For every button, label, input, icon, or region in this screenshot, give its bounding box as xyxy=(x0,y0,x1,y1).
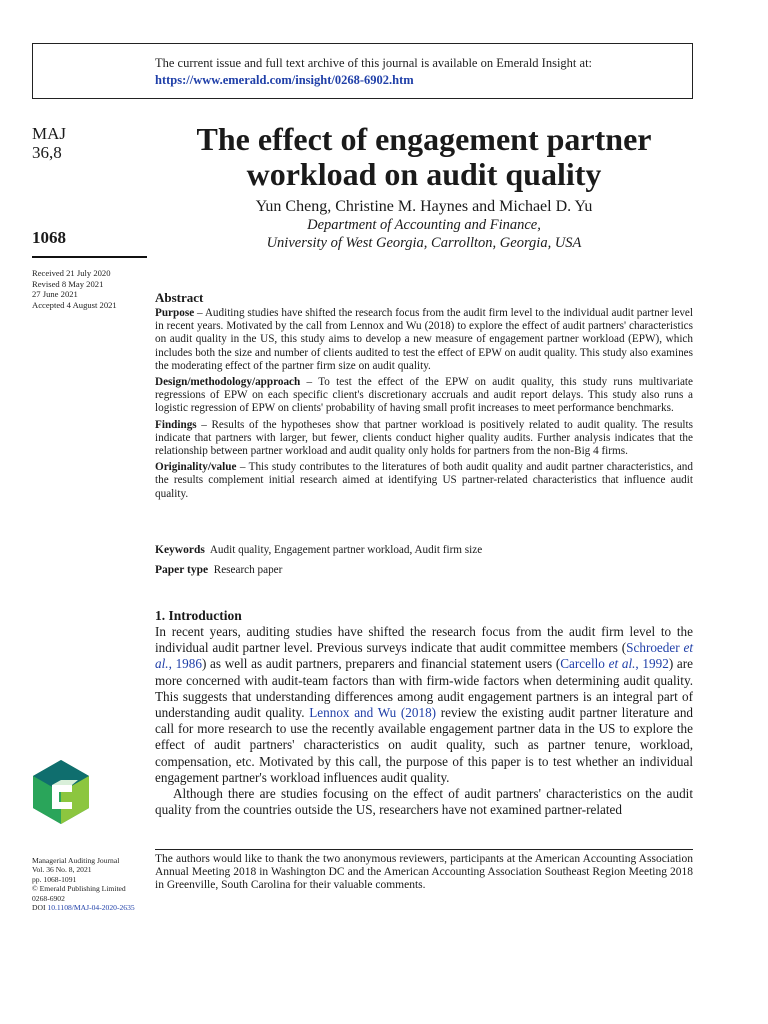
journal-name: Managerial Auditing Journal xyxy=(32,856,120,865)
footnote-rule xyxy=(155,849,693,850)
paragraph xyxy=(155,624,693,786)
abstract-text: – Auditing studies have shifted the research focus from the audit firm level to the individual audit partner level in recent years. Motivated by the call from Lennox and Wu (2018) to explore the effect of audit partners' characteristics on audit quality in the US, this study aims to develop a new measure of engagement partner workload (EPW), which includes both the size and number of clients audited to test the effect of EPW on audit quality. This study also examines the moderating effect of the partner firm size on audit quality. xyxy=(155,307,693,372)
copyright: © Emerald Publishing Limited xyxy=(32,884,126,894)
title-line: The effect of engagement partner xyxy=(196,121,652,157)
notice-text: The current issue and full text archive of this journal is available on Emerald Insight at: xyxy=(155,56,593,70)
structured-abstract xyxy=(155,307,693,504)
journal-access-notice xyxy=(32,43,693,99)
citation-author: Schroeder xyxy=(626,640,684,656)
abstract-text: – To test the effect of the EPW on audit quality, this study runs multivariate regressions of EPW on each specific client's discretionary accruals and audit report delays. This study also runs a logistic regression of EPW on clients' probability of having small profit increases to meet performance benchmarks. xyxy=(155,376,693,415)
doi-label: DOI xyxy=(32,903,46,913)
text-run: review the existing audit partner literature and call for more research to use the recently available engagement partner data in the US to explore the effect of audit partners' characteristics on audit quality, such as partner tenure, workload, compensation, etc. Motivated by this call, the purpose of this paper is to test whether an individual engagement partner's workload influences audit quality. xyxy=(155,705,694,785)
citation-etal: et al. xyxy=(155,640,693,672)
volume-issue: 36,8 xyxy=(32,143,62,162)
paper-type-label: Paper type xyxy=(155,564,209,576)
citation-link[interactable]: Lennox and Wu (2018) xyxy=(309,705,437,721)
doi-link[interactable]: 10.1108/MAJ-04-2020-2635 xyxy=(47,903,135,913)
abstract-label: Design/methodology/approach xyxy=(155,376,301,389)
keywords-label: Keywords xyxy=(155,544,205,556)
introduction-body xyxy=(155,624,693,818)
doi-line xyxy=(32,903,147,912)
text-run: In recent years, auditing studies have shifted the research focus from the audit firm level to the individual audit partner level. Previous surveys indicate that audit committee members ( xyxy=(155,624,693,656)
abstract-purpose xyxy=(155,307,693,373)
abstract-text: – This study contributes to the literatures of both audit quality and audit partner characteristics, and the results complement initial research aimed at identifying US partner-related characteristics that influence audit quality. xyxy=(155,461,693,500)
issn: 0268-6902 xyxy=(32,893,65,903)
citation-etal: et al. xyxy=(608,656,636,672)
author-affiliation xyxy=(155,217,693,252)
citation-year: , 1986 xyxy=(168,656,202,672)
section-heading: 1. Introduction xyxy=(155,608,242,623)
keywords xyxy=(155,544,693,556)
history-date: Received 21 July 2020 xyxy=(32,268,111,278)
volume-info: Vol. 36 No. 8, 2021 xyxy=(32,865,92,875)
affiliation-line: Department of Accounting and Finance, xyxy=(307,217,541,233)
abstract-design xyxy=(155,376,693,416)
journal-abbreviation: MAJ xyxy=(32,124,67,143)
journal-volume-issue xyxy=(32,124,147,162)
margin-rule xyxy=(32,256,147,258)
affiliation-line: University of West Georgia, Carrollton, Georgia, USA xyxy=(266,234,582,251)
text-run: ) as well as audit partners, preparers and financial statement users ( xyxy=(201,656,561,672)
citation-author: Carcello xyxy=(560,656,609,672)
article-history xyxy=(32,268,147,310)
history-date: 27 June 2021 xyxy=(32,289,78,300)
abstract-label: Findings xyxy=(155,418,197,431)
abstract-heading: Abstract xyxy=(155,290,204,305)
paper-type-text: Research paper xyxy=(213,564,283,576)
paragraph: Although there are studies focusing on the effect of audit partners' characteristics on the audit quality from the countries outside the US, researchers have not examined partner-related xyxy=(155,786,693,818)
title-line: workload on audit quality xyxy=(246,156,602,192)
author-list: Yun Cheng, Christine M. Haynes and Michael D. Yu xyxy=(255,198,593,215)
page-range: pp. 1068-1091 xyxy=(32,874,77,884)
paper-type xyxy=(155,564,693,576)
abstract-text: – Results of the hypotheses show that partner workload is positively related to audit quality. The results indicate that partners with larger, but fewer, clients conduct higher quality audits. Further analysis indicates that the relationship between partner workload and audit quality only holds for partners from the non-Big 4 firms. xyxy=(155,418,693,458)
emerald-publishing-logo-icon xyxy=(30,758,92,830)
citation-year: , 1992 xyxy=(635,656,669,672)
abstract-findings xyxy=(155,419,693,459)
text-run: ) are more concerned with audit-team factors than with firm-wide factors when determining audit quality. This suggests that understanding differences among audit engagement partners is an integral part of understanding audit quality. xyxy=(155,656,694,721)
abstract-label: Originality/value xyxy=(155,461,237,474)
publication-info xyxy=(32,856,147,912)
journal-archive-link[interactable]: https://www.emerald.com/insight/0268-6902.htm xyxy=(155,73,414,87)
keywords-text: Audit quality, Engagement partner workload, Audit firm size xyxy=(209,544,483,556)
article-title xyxy=(155,122,693,192)
acknowledgement-footnote: The authors would like to thank the two anonymous reviewers, participants at the American Accounting Association Annual Meeting 2018 in Washington DC and the American Accounting Association Southeast Region Meeting 2018 in Greenville, South Carolina for their valuable comments. xyxy=(155,853,693,891)
page-number: 1068 xyxy=(32,228,66,247)
abstract-originality xyxy=(155,461,693,501)
abstract-label: Purpose xyxy=(155,307,195,319)
citation-link[interactable] xyxy=(560,656,669,671)
history-date: Revised 8 May 2021 xyxy=(32,278,104,289)
history-date: Accepted 4 August 2021 xyxy=(32,299,117,310)
